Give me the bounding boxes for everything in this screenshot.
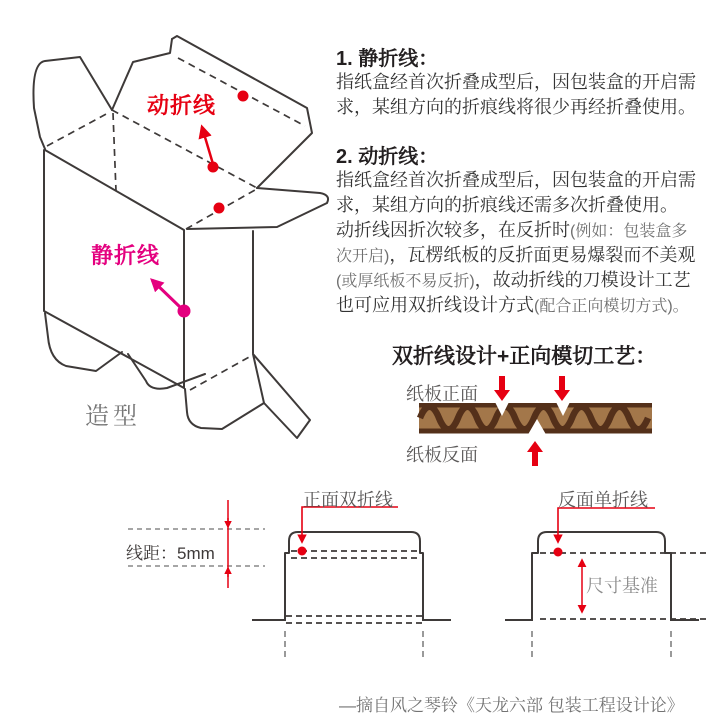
section-2-line	[336, 241, 695, 267]
board-front-label: 纸板正面	[406, 384, 478, 404]
line-spacing-label: 线距：5mm	[126, 544, 215, 563]
text-segment-muted: (例如：包装盒多	[570, 223, 688, 240]
press-arrow-down-1	[494, 376, 510, 401]
section-1-heading: 1. 静折线：	[336, 48, 439, 70]
section-2-line	[336, 291, 689, 317]
box-left-flap	[33, 57, 112, 149]
section-2-line	[336, 166, 696, 192]
back-single-foldline-label: 反面单折线	[558, 490, 648, 510]
front-double-foldline-label: 正面双折线	[303, 490, 393, 510]
text-segment: 指纸盒经首次折叠成型后，因包装盒的开启需	[336, 72, 696, 92]
box-bottom-tab-2	[128, 354, 205, 389]
section-1-line	[336, 93, 696, 119]
text-segment: ，瓦楞纸板的反折面更易爆裂而不美观	[389, 245, 696, 265]
box-bottom-flap-right	[253, 354, 310, 438]
board-back-label: 纸板反面	[406, 445, 478, 465]
dynamic-foldline-arrow	[202, 127, 213, 164]
text-segment-muted: (或厚纸板不易反折)	[336, 273, 475, 290]
box-bottom-flap-front	[185, 389, 264, 429]
text-segment: 求，某组方向的折痕线将很少再经折叠使用。	[336, 97, 696, 117]
text-segment: 也可应用双折线设计方式	[336, 295, 534, 315]
press-arrow-up	[527, 441, 543, 466]
static-foldline-arrow	[152, 280, 181, 308]
press-arrow-down-2	[554, 376, 570, 401]
process-title: 双折线设计+正向模切工艺：	[392, 345, 657, 368]
section-2-heading: 2. 动折线：	[336, 146, 439, 168]
text-segment: 指纸盒经首次折叠成型后，因包装盒的开启需	[336, 170, 696, 190]
section-2-line	[336, 191, 678, 217]
section-2-line	[336, 216, 687, 242]
text-segment-muted: 次开启)	[336, 248, 390, 265]
datum-label: 尺寸基准	[586, 576, 658, 596]
box-bottom-tab-1	[45, 313, 122, 371]
profile-double-foldline	[252, 507, 451, 659]
left-leader-line	[302, 507, 398, 542]
text-segment: 动折线因折次较多，在反折时	[336, 220, 570, 240]
text-segment-muted: (配合正向模切方式)。	[534, 298, 689, 315]
box-right-flap	[187, 188, 328, 229]
dynamic-foldline-label: 动折线	[147, 93, 217, 118]
static-foldline-label: 静折线	[91, 243, 161, 268]
text-segment: 求，某组方向的折痕线还需多次折叠使用。	[336, 195, 678, 215]
section-1-line	[336, 68, 696, 94]
attribution: —摘自风之琴铃《天龙六部 包装工程设计论》	[339, 696, 684, 715]
right-leader-line	[558, 508, 655, 542]
text-segment: ，故动折线的刀模设计工艺	[474, 270, 691, 290]
box-caption: 造型	[85, 403, 141, 430]
section-2-line	[336, 266, 691, 292]
